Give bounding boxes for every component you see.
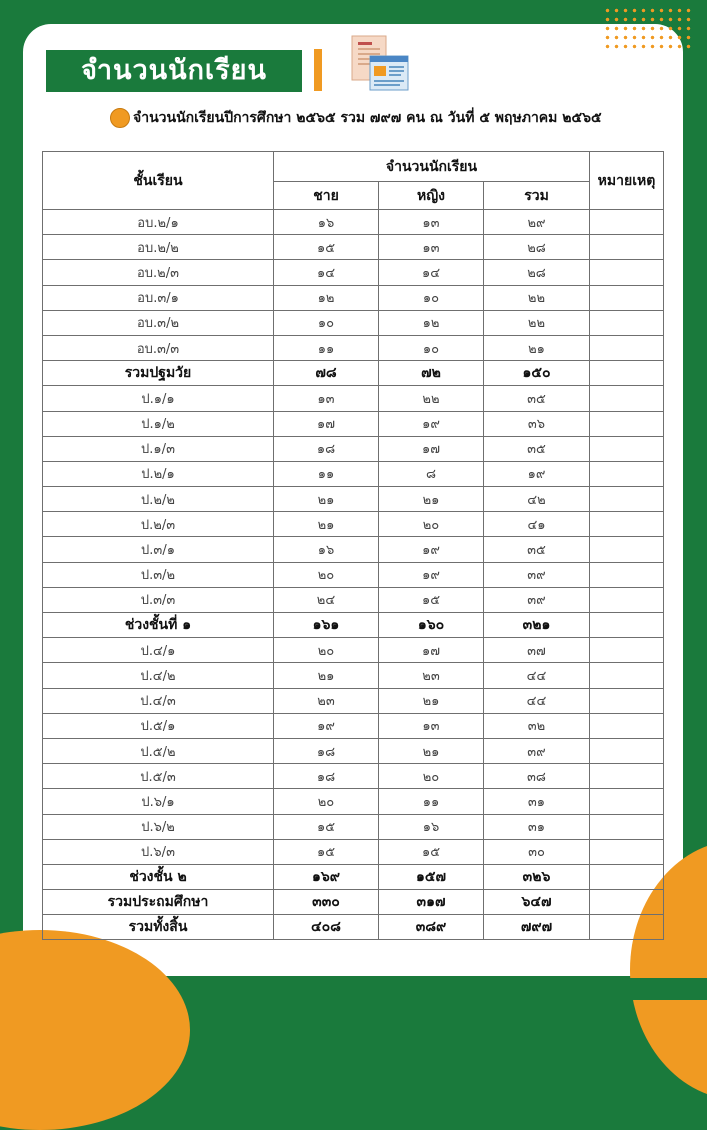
cell-class: ป.๓/๓ <box>43 587 274 612</box>
cell-female: ๑๙ <box>379 537 484 562</box>
cell-total: ๓๒๑ <box>484 613 590 638</box>
cell-female: ๓๘๙ <box>379 915 484 940</box>
table-row <box>43 411 664 436</box>
cell-female: ๒๑ <box>379 487 484 512</box>
cell-male: ๑๒ <box>274 285 379 310</box>
cell-class: ช่วงชั้นที่ ๑ <box>43 613 274 638</box>
cell-note <box>590 688 664 713</box>
cell-class: ป.๔/๓ <box>43 688 274 713</box>
cell-female: ๑๖๐ <box>379 613 484 638</box>
cell-total: ๓๘ <box>484 764 590 789</box>
table-row <box>43 915 664 940</box>
table-row <box>43 864 664 889</box>
table-row <box>43 562 664 587</box>
cell-male: ๑๖๑ <box>274 613 379 638</box>
cell-total: ๒๒ <box>484 285 590 310</box>
cell-female: ๒๓ <box>379 663 484 688</box>
cell-male: ๑๗ <box>274 411 379 436</box>
title-accent-bar <box>314 49 322 91</box>
cell-class: ป.๒/๑ <box>43 461 274 486</box>
cell-note <box>590 411 664 436</box>
cell-male: ๑๕ <box>274 814 379 839</box>
cell-male: ๓๓๐ <box>274 890 379 915</box>
cell-total: ๓๐ <box>484 839 590 864</box>
cell-female: ๒๐ <box>379 512 484 537</box>
table-row <box>43 738 664 763</box>
cell-note <box>590 361 664 386</box>
cell-note <box>590 310 664 335</box>
cell-total: ๗๙๗ <box>484 915 590 940</box>
cell-female: ๑๒ <box>379 310 484 335</box>
cell-note <box>590 613 664 638</box>
cell-total: ๓๑ <box>484 814 590 839</box>
cell-class: ป.๑/๑ <box>43 386 274 411</box>
cell-class: ป.๖/๒ <box>43 814 274 839</box>
cell-class: อบ.๒/๓ <box>43 260 274 285</box>
cell-class: ป.๓/๑ <box>43 537 274 562</box>
cell-class: อบ.๓/๑ <box>43 285 274 310</box>
cell-male: ๑๙ <box>274 713 379 738</box>
cell-male: ๑๘ <box>274 764 379 789</box>
cell-male: ๗๘ <box>274 361 379 386</box>
header-students: จำนวนนักเรียน <box>274 152 590 182</box>
header-male: ชาย <box>274 182 379 210</box>
cell-note <box>590 386 664 411</box>
cell-female: ๑๐ <box>379 335 484 360</box>
cell-class: ป.๕/๓ <box>43 764 274 789</box>
page-title: จำนวนนักเรียน <box>46 50 302 92</box>
table-row <box>43 386 664 411</box>
cell-class: อบ.๒/๒ <box>43 235 274 260</box>
cell-total: ๑๕๐ <box>484 361 590 386</box>
cell-note <box>590 285 664 310</box>
table-row <box>43 461 664 486</box>
cell-class: ป.๒/๒ <box>43 487 274 512</box>
cell-total: ๓๙ <box>484 562 590 587</box>
cell-note <box>590 587 664 612</box>
cell-total: ๓๕ <box>484 436 590 461</box>
cell-class: อบ.๓/๒ <box>43 310 274 335</box>
cell-note <box>590 663 664 688</box>
table-row <box>43 663 664 688</box>
cell-female: ๑๗ <box>379 436 484 461</box>
cell-total: ๒๒ <box>484 310 590 335</box>
cell-female: ๒๒ <box>379 386 484 411</box>
table-row <box>43 361 664 386</box>
header-total: รวม <box>484 182 590 210</box>
table-row <box>43 512 664 537</box>
cell-total: ๔๒ <box>484 487 590 512</box>
cell-total: ๒๙ <box>484 210 590 235</box>
cell-class: ป.๔/๑ <box>43 638 274 663</box>
cell-class: ป.๖/๑ <box>43 789 274 814</box>
table-row <box>43 487 664 512</box>
table-row <box>43 638 664 663</box>
cell-total: ๓๗ <box>484 638 590 663</box>
cell-total: ๒๑ <box>484 335 590 360</box>
cell-total: ๓๖ <box>484 411 590 436</box>
cell-total: ๑๙ <box>484 461 590 486</box>
table-row <box>43 537 664 562</box>
cell-class: รวมประถมศึกษา <box>43 890 274 915</box>
bullet-circle-icon <box>110 108 130 128</box>
table-row <box>43 613 664 638</box>
decorative-dots <box>603 6 695 50</box>
cell-note <box>590 890 664 915</box>
table-row <box>43 839 664 864</box>
cell-male: ๒๑ <box>274 512 379 537</box>
cell-male: ๑๑ <box>274 335 379 360</box>
cell-class: ป.๖/๓ <box>43 839 274 864</box>
cell-female: ๑๕ <box>379 587 484 612</box>
cell-note <box>590 260 664 285</box>
subtitle-text: จำนวนนักเรียนปีการศึกษา ๒๕๖๕ รวม ๗๙๗ คน ณ วันที่ ๕ พฤษภาคม ๒๕๖๕ <box>133 110 602 126</box>
cell-female: ๑๓ <box>379 713 484 738</box>
cell-male: ๑๖ <box>274 537 379 562</box>
cell-male: ๑๕ <box>274 235 379 260</box>
cell-class: ป.๑/๒ <box>43 411 274 436</box>
cell-note <box>590 562 664 587</box>
cell-female: ๑๕๗ <box>379 864 484 889</box>
cell-female: ๒๑ <box>379 688 484 713</box>
cell-note <box>590 537 664 562</box>
cell-note <box>590 512 664 537</box>
cell-class: ป.๓/๒ <box>43 562 274 587</box>
cell-female: ๑๐ <box>379 285 484 310</box>
cell-note <box>590 814 664 839</box>
cell-female: ๒๑ <box>379 738 484 763</box>
header-female: หญิง <box>379 182 484 210</box>
header-note: หมายเหตุ <box>590 152 664 210</box>
table-row <box>43 436 664 461</box>
cell-total: ๓๙ <box>484 738 590 763</box>
cell-note <box>590 915 664 940</box>
table-row <box>43 890 664 915</box>
table-row <box>43 814 664 839</box>
cell-class: ป.๔/๒ <box>43 663 274 688</box>
cell-female: ๗๒ <box>379 361 484 386</box>
table-row <box>43 235 664 260</box>
cell-male: ๒๓ <box>274 688 379 713</box>
cell-class: อบ.๓/๓ <box>43 335 274 360</box>
cell-total: ๓๙ <box>484 587 590 612</box>
table-body <box>43 210 664 940</box>
cell-class: ป.๕/๒ <box>43 738 274 763</box>
cell-note <box>590 638 664 663</box>
cell-male: ๑๘ <box>274 436 379 461</box>
cell-total: ๒๘ <box>484 260 590 285</box>
cell-female: ๑๓ <box>379 235 484 260</box>
cell-female: ๑๔ <box>379 260 484 285</box>
cell-male: ๒๔ <box>274 587 379 612</box>
cell-total: ๓๕ <box>484 537 590 562</box>
table-row <box>43 688 664 713</box>
cell-female: ๒๐ <box>379 764 484 789</box>
subtitle-line <box>110 106 602 130</box>
cell-note <box>590 839 664 864</box>
cell-female: ๑๕ <box>379 839 484 864</box>
table-row <box>43 764 664 789</box>
cell-note <box>590 713 664 738</box>
cell-class: อบ.๒/๑ <box>43 210 274 235</box>
cell-note <box>590 738 664 763</box>
cell-total: ๖๔๗ <box>484 890 590 915</box>
table-row <box>43 210 664 235</box>
cell-note <box>590 487 664 512</box>
cell-note <box>590 789 664 814</box>
cell-note <box>590 461 664 486</box>
cell-male: ๑๖ <box>274 210 379 235</box>
cell-male: ๒๑ <box>274 663 379 688</box>
cell-female: ๘ <box>379 461 484 486</box>
cell-class: ป.๕/๑ <box>43 713 274 738</box>
table-row <box>43 789 664 814</box>
cell-female: ๑๙ <box>379 411 484 436</box>
document-report-icon <box>350 34 412 92</box>
cell-female: ๓๑๗ <box>379 890 484 915</box>
cell-male: ๑๔ <box>274 260 379 285</box>
cell-male: ๔๐๘ <box>274 915 379 940</box>
cell-female: ๑๙ <box>379 562 484 587</box>
cell-total: ๓๒๖ <box>484 864 590 889</box>
cell-note <box>590 235 664 260</box>
table-row <box>43 713 664 738</box>
cell-total: ๓๒ <box>484 713 590 738</box>
table-row <box>43 310 664 335</box>
table-row <box>43 587 664 612</box>
cell-total: ๓๑ <box>484 789 590 814</box>
cell-male: ๒๐ <box>274 789 379 814</box>
cell-total: ๔๔ <box>484 688 590 713</box>
cell-male: ๑๓ <box>274 386 379 411</box>
cell-note <box>590 210 664 235</box>
table-row <box>43 335 664 360</box>
cell-female: ๑๑ <box>379 789 484 814</box>
cell-class: รวมปฐมวัย <box>43 361 274 386</box>
student-count-table <box>42 151 664 940</box>
cell-male: ๒๐ <box>274 638 379 663</box>
cell-note <box>590 764 664 789</box>
cell-male: ๑๘ <box>274 738 379 763</box>
cell-male: ๒๐ <box>274 562 379 587</box>
cell-class: รวมทั้งสิ้น <box>43 915 274 940</box>
cell-total: ๓๕ <box>484 386 590 411</box>
cell-male: ๒๑ <box>274 487 379 512</box>
cell-total: ๔๑ <box>484 512 590 537</box>
cell-female: ๑๓ <box>379 210 484 235</box>
cell-total: ๔๔ <box>484 663 590 688</box>
cell-male: ๑๑ <box>274 461 379 486</box>
cell-male: ๑๐ <box>274 310 379 335</box>
table-row <box>43 260 664 285</box>
cell-class: ช่วงชั้น ๒ <box>43 864 274 889</box>
cell-note <box>590 436 664 461</box>
cell-total: ๒๘ <box>484 235 590 260</box>
cell-male: ๑๕ <box>274 839 379 864</box>
cell-class: ป.๒/๓ <box>43 512 274 537</box>
cell-female: ๑๖ <box>379 814 484 839</box>
cell-female: ๑๗ <box>379 638 484 663</box>
header-class: ชั้นเรียน <box>43 152 274 210</box>
cell-male: ๑๖๙ <box>274 864 379 889</box>
cell-note <box>590 864 664 889</box>
table-row <box>43 285 664 310</box>
cell-note <box>590 335 664 360</box>
cell-class: ป.๑/๓ <box>43 436 274 461</box>
